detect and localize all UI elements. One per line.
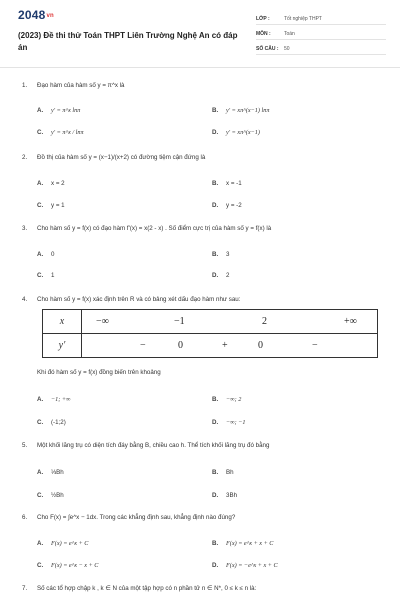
sign-table-y-head: y′: [43, 334, 82, 358]
option-b[interactable]: [212, 180, 242, 187]
option-text: ½Bh: [51, 492, 64, 499]
sign-table-x-head: x: [43, 310, 82, 334]
option-label: D.: [212, 419, 219, 426]
option-b[interactable]: [212, 540, 273, 547]
question-number: 5.: [22, 442, 28, 449]
option-text: x = -1: [226, 180, 242, 187]
question-number: 2.: [22, 154, 28, 161]
option-label: D.: [212, 272, 219, 279]
option-text: 3Bh: [226, 492, 238, 499]
question-number: 4.: [22, 296, 28, 303]
meta-row-subject: [256, 29, 386, 40]
option-c[interactable]: [37, 272, 54, 279]
option-text: Bh: [226, 469, 234, 476]
logo-text: 2048: [18, 8, 46, 22]
option-text: 1: [51, 272, 55, 279]
option-d[interactable]: [212, 272, 229, 279]
question-stem: Đồ thị của hàm số y = (x−1)/(x+2) có đường tiệm cận đứng là: [37, 154, 206, 161]
option-c[interactable]: [37, 129, 84, 136]
x-value: +∞: [344, 316, 357, 327]
x-value: −∞: [96, 316, 109, 327]
option-label: D.: [212, 129, 219, 136]
option-text: F(x) = e^x + C: [51, 540, 89, 547]
sign-value: +: [222, 340, 228, 351]
meta-key: SỐ CÂU :: [256, 46, 279, 52]
option-a[interactable]: [37, 180, 65, 187]
option-c[interactable]: [37, 419, 66, 426]
option-label: A.: [37, 540, 44, 547]
option-d[interactable]: [212, 202, 242, 209]
header-divider: [0, 67, 400, 68]
exam-meta: [256, 14, 386, 59]
exam-title: (2023) Đề thi thử Toán THPT Liên Trường Nghệ An có đáp án: [18, 31, 238, 52]
question-number: 6.: [22, 514, 28, 521]
option-b[interactable]: [212, 107, 269, 114]
sign-table: [42, 309, 378, 358]
meta-row-count: [256, 44, 386, 55]
meta-row-class: [256, 14, 386, 25]
option-label: B.: [212, 251, 219, 258]
question-2: [22, 154, 382, 209]
option-b[interactable]: [212, 251, 229, 258]
option-d[interactable]: [212, 129, 260, 136]
sign-value: 0: [178, 340, 183, 351]
option-text: F(x) = e^x + x + C: [226, 540, 274, 547]
option-a[interactable]: [37, 469, 64, 476]
sign-value: −: [312, 340, 318, 351]
option-label: B.: [212, 180, 219, 187]
meta-value: 50: [284, 46, 290, 52]
option-a[interactable]: [37, 107, 80, 114]
option-label: B.: [212, 469, 219, 476]
option-label: D.: [212, 562, 219, 569]
site-logo[interactable]: [18, 8, 54, 22]
option-text: y′ = xπ^(x−1) lnπ: [226, 107, 270, 114]
option-c[interactable]: [37, 492, 64, 499]
option-text: (-1;2): [51, 419, 66, 426]
option-a[interactable]: [37, 540, 88, 547]
option-b[interactable]: [212, 469, 234, 476]
option-label: B.: [212, 540, 219, 547]
sign-value: 0: [258, 340, 263, 351]
option-text: 3: [226, 251, 230, 258]
question-1: [22, 82, 382, 136]
x-value: 2: [262, 316, 267, 327]
question-4-continued: [22, 369, 382, 426]
question-stem: Một khối lăng trụ có diện tích đáy bằng B, chiều cao h. Thể tích khối lăng trụ đó bằng: [37, 442, 270, 449]
question-stem: Cho hàm số y = f(x) xác định trên R và có bảng xét dấu đạo hàm như sau:: [37, 296, 241, 303]
option-label: A.: [37, 180, 44, 187]
option-a[interactable]: [37, 396, 70, 403]
meta-key: LỚP :: [256, 16, 270, 22]
option-text: 2: [226, 272, 230, 279]
question-number: 3.: [22, 225, 28, 232]
question-3: [22, 225, 382, 279]
option-d[interactable]: [212, 419, 245, 426]
question-number: 7.: [22, 585, 28, 592]
question-6: [22, 514, 382, 569]
option-label: C.: [37, 419, 44, 426]
option-text: y = 1: [51, 202, 65, 209]
question-4: [22, 296, 382, 303]
option-label: C.: [37, 202, 44, 209]
option-text: 0: [51, 251, 55, 258]
option-text: −∞; 2: [226, 396, 242, 403]
logo-suffix: vn: [46, 12, 54, 19]
option-label: D.: [212, 492, 219, 499]
option-label: A.: [37, 107, 44, 114]
option-label: B.: [212, 396, 219, 403]
option-text: y′ = π^x / lnπ: [51, 129, 84, 136]
option-text: y′ = π^x lnπ: [51, 107, 81, 114]
option-c[interactable]: [37, 202, 65, 209]
meta-value: Tốt nghiệp THPT: [284, 16, 322, 22]
option-label: D.: [212, 202, 219, 209]
option-text: −∞; −1: [226, 419, 246, 426]
meta-value: Toán: [284, 31, 295, 37]
option-c[interactable]: [37, 562, 98, 569]
question-stem: Cho F(x) = ∫e^x − 1dx. Trong các khẳng định sau, khẳng định nào đúng?: [37, 514, 236, 521]
option-text: −1; +∞: [51, 396, 71, 403]
option-label: C.: [37, 492, 44, 499]
option-a[interactable]: [37, 251, 54, 258]
option-label: C.: [37, 129, 44, 136]
question-stem: Cho hàm số y = f(x) có đạo hàm f'(x) = x(2 - x) . Số điểm cực trị của hàm số y = f(x) là: [37, 225, 272, 232]
question-stem: Số các tổ hợp chập k , k ∈ N của một tập hợp có n phần tử n ∈ N*, 0 ≤ k ≤ n là:: [37, 585, 257, 592]
question-7: [22, 585, 382, 592]
sign-table-x-row: [82, 310, 378, 334]
option-label: B.: [212, 107, 219, 114]
sign-value: −: [140, 340, 146, 351]
x-value: −1: [174, 316, 185, 327]
question-5: [22, 442, 382, 499]
question-followup: Khi đó hàm số y = f(x) đồng biến trên khoảng: [37, 369, 161, 376]
option-text: y = -2: [226, 202, 242, 209]
option-b[interactable]: [212, 396, 241, 403]
question-number: 1.: [22, 82, 28, 89]
option-label: A.: [37, 396, 44, 403]
option-text: ⅓Bh: [51, 469, 64, 476]
option-d[interactable]: [212, 492, 237, 499]
option-text: y′ = xπ^(x−1): [226, 129, 260, 136]
option-text: x = 2: [51, 180, 65, 187]
option-d[interactable]: [212, 562, 278, 569]
option-label: C.: [37, 562, 44, 569]
meta-key: MÔN :: [256, 31, 271, 37]
option-text: F(x) = −e^x + x + C: [226, 562, 278, 569]
option-label: A.: [37, 469, 44, 476]
sign-table-sign-row: [82, 334, 378, 358]
option-label: C.: [37, 272, 44, 279]
question-stem: Đạo hàm của hàm số y = π^x là: [37, 82, 125, 89]
option-text: F(x) = e^x − x + C: [51, 562, 99, 569]
option-label: A.: [37, 251, 44, 258]
